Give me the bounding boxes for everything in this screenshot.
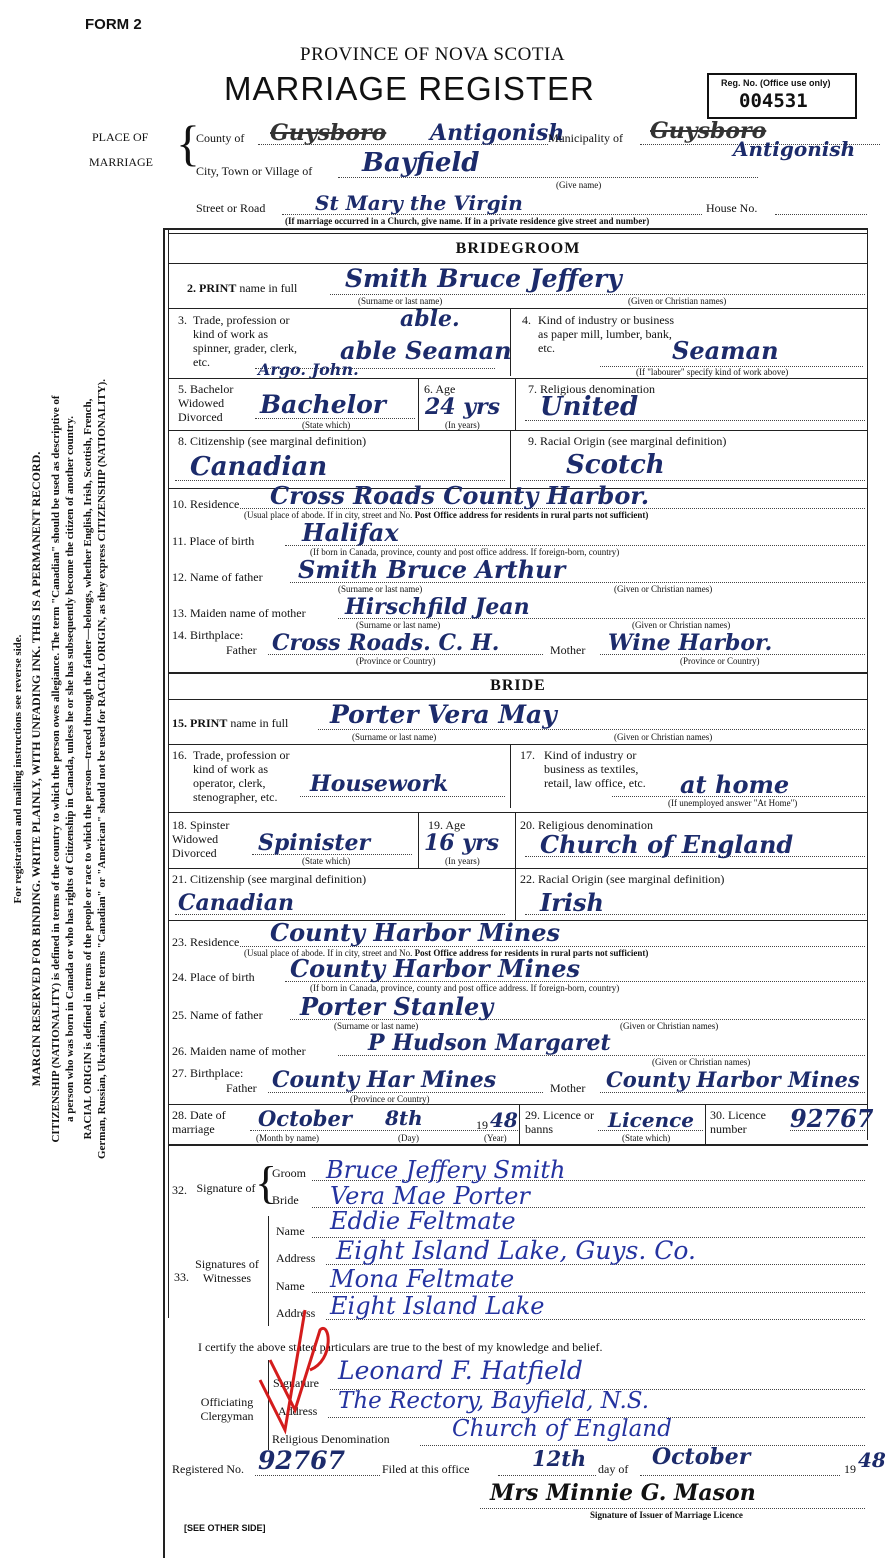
day-of-label: day of (598, 1462, 629, 1476)
groom-trade-value: able Seaman (340, 336, 512, 365)
groom-mother-surname-note: (Surname or last name) (356, 620, 441, 630)
marriage-label: MARRIAGE (89, 155, 154, 169)
clergy-denom: Church of England (452, 1416, 672, 1442)
labourer-note: (If "labourer" specify kind of work above) (636, 367, 789, 377)
filed-day: 12th (532, 1446, 587, 1471)
form-number: FORM 2 (85, 16, 142, 33)
bride-parents-birth-label: 27. Birthplace: (172, 1066, 244, 1080)
bride-in-years: (In years) (445, 856, 480, 866)
bride-birthplace-value: County Harbor Mines (290, 954, 580, 983)
groom-state-which: (State which) (302, 420, 351, 430)
bride-father-surname-note: (Surname or last name) (334, 1021, 419, 1031)
bride-industry-value: at home (680, 770, 790, 799)
groom-birthplace-label: 11. Place of birth (172, 534, 255, 548)
licence-number-value: 92767 (790, 1104, 874, 1133)
w1-address: Eight Island Lake, Guys. Co. (336, 1236, 696, 1265)
groom-trade-label: Trade, profession or kind of work as spinner, grader, clerk, etc. (193, 313, 297, 369)
groom-father-given-note: (Given or Christian names) (614, 584, 713, 594)
marriage-year-value: 48 (490, 1108, 518, 1132)
groom-residence-label: 10. Residence (172, 497, 240, 511)
groom-citizenship-value: Canadian (190, 452, 328, 482)
groom-birth-note: (If born in Canada, province, county and post office address. If foreign-born, country) (310, 547, 620, 557)
groom-birthplace-value: Halifax (302, 518, 399, 547)
marriage-date-label: 28. Date of marriage (172, 1108, 226, 1136)
w2-name-label: Name (276, 1279, 305, 1293)
groom-religion-label: 7. Religious denomination (528, 382, 655, 396)
groom-mother-label: 13. Maiden name of mother (172, 606, 306, 620)
licence-number-label: 30. Licence number (710, 1108, 766, 1136)
bride-mother-birth-label: Mother (550, 1081, 586, 1095)
margin-line-5: RACIAL ORIGIN is defined in terms of the people or race to which the person—traced through the father—belongs, whether English, Irish, Scottish, French, (82, 398, 94, 1140)
bride-mother-label: 26. Maiden name of mother (172, 1044, 306, 1058)
year-note: (Year) (484, 1133, 507, 1143)
bride-mother-given-note: (Given or Christian names) (652, 1057, 751, 1067)
groom-signature: Bruce Jeffery Smith (326, 1156, 566, 1184)
witness-num: 33. (174, 1270, 189, 1284)
reg-number-label: Reg. No. (Office use only) (721, 78, 831, 88)
filed-label: Filed at this office (382, 1462, 470, 1476)
bride-heading: BRIDE (490, 677, 546, 694)
bride-father-prov-note: (Province or Country) (350, 1094, 430, 1104)
street-value: St Mary the Virgin (315, 191, 523, 215)
groom-given-note: (Given or Christian names) (628, 296, 727, 306)
clergy-address: The Rectory, Bayfield, N.S. (338, 1388, 650, 1414)
licence-type-value: Licence (608, 1108, 695, 1132)
groom-father-value: Smith Bruce Arthur (298, 555, 566, 584)
issuer-signature: Mrs Minnie G. Mason (490, 1480, 756, 1506)
bride-father-birth-value: County Har Mines (272, 1067, 497, 1093)
w2-name: Mona Feltmate (330, 1265, 515, 1293)
margin-line-2: MARGIN RESERVED FOR BINDING. WRITE PLAINLY, WITH UNFADING INK. THIS IS A PERMANENT RECORD. (29, 451, 43, 1087)
bride-father-given-note: (Given or Christian names) (620, 1021, 719, 1031)
province-heading: PROVINCE OF NOVA SCOTIA (300, 44, 566, 65)
house-label: House No. (706, 201, 758, 215)
bride-signature: Vera Mae Porter (330, 1182, 530, 1210)
bride-citizenship-value: Canadian (178, 890, 295, 916)
filed-year-prefix: 19 (844, 1462, 856, 1476)
bride-state-which: (State which) (302, 856, 351, 866)
marriage-month-value: October (258, 1106, 352, 1131)
filed-year: 48 (858, 1448, 886, 1472)
licence-banns-label: 29. Licence or banns (525, 1108, 594, 1136)
groom-surname-note: (Surname or last name) (358, 296, 443, 306)
groom-residence-note: (Usual place of abode. If in city, street and No. Post Office address for residents in rural parts not sufficient) (244, 510, 649, 520)
groom-mother-prov-note: (Province or Country) (680, 656, 760, 666)
bride-residence-value: County Harbor Mines (270, 918, 560, 947)
margin-line-3: CITIZENSHIP (NATIONALITY) is defined in terms of the country to which the person owes allegiance. The term "Canadian" should be used as descriptive of (50, 395, 62, 1143)
margin-line-6: German, Russian, Ukrainian, etc. The terms "Canadian" or "American" should not be used for RACIAL ORIGIN, as they express CITIZENSHIP (NATIONALITY). (96, 378, 108, 1160)
bride-religion-label: 20. Religious denomination (520, 818, 653, 832)
bride-marital-label: 18. Spinster Widowed Divorced (172, 818, 230, 860)
groom-mother-birth-label: Mother (550, 643, 586, 657)
witnesses-label: Signatures of Witnesses (195, 1257, 259, 1285)
brace-icon: { (176, 115, 200, 171)
city-label: City, Town or Village of (196, 164, 313, 178)
groom-citizenship-label: 8. Citizenship (see marginal definition) (178, 434, 367, 448)
municipality-struck-value: Guysboro (650, 118, 767, 144)
groom-sig-label: Groom (272, 1166, 306, 1180)
registered-label: Registered No. (172, 1462, 244, 1476)
groom-religion-value: United (540, 392, 639, 422)
groom-age-label: 6. Age (424, 382, 456, 396)
groom-father-birth-label: Father (226, 643, 257, 657)
municipality-label: Municipality of (548, 131, 623, 145)
bride-birth-note: (If born in Canada, province, county and post office address. If foreign-born, country) (310, 983, 620, 993)
groom-parents-birth-label: 14. Birthplace: (172, 628, 244, 642)
street-label: Street or Road (196, 201, 266, 215)
bride-age-label: 19. Age (428, 818, 466, 832)
groom-mother-value: Hirschfild Jean (345, 594, 530, 620)
margin-line-1: For registration and mailing instructions see reverse side. (12, 634, 24, 904)
municipality-value: Antigonish (733, 137, 856, 161)
w2-address: Eight Island Lake (330, 1292, 545, 1320)
groom-trade-value-1: able. (400, 306, 460, 332)
page-title: MARRIAGE REGISTER (224, 70, 595, 107)
bride-trade-num: 16. (172, 748, 187, 762)
bride-mother-birth-value: County Harbor Mines (606, 1067, 860, 1092)
issuer-label: Signature of Issuer of Marriage Licence (590, 1510, 743, 1520)
county-value: Antigonish (430, 120, 565, 146)
unemployed-note: (If unemployed answer "At Home") (668, 798, 798, 808)
groom-industry-num: 4. (522, 313, 531, 327)
city-value: Bayfield (362, 148, 480, 178)
groom-residence-value: Cross Roads County Harbor. (270, 481, 650, 510)
bride-marital-value: Spinister (258, 830, 371, 856)
reg-number-box (707, 73, 857, 119)
groom-trade-num: 3. (178, 313, 187, 327)
red-check-icon (250, 1300, 340, 1440)
bride-name-label: 15. PRINT name in full (172, 716, 289, 730)
clergy-address-label: Address (278, 1404, 318, 1418)
filed-month: October (652, 1444, 751, 1470)
county-struck-value: Guysboro (270, 120, 387, 146)
bride-racial-label: 22. Racial Origin (see marginal definition) (520, 872, 725, 886)
w1-name-label: Name (276, 1224, 305, 1238)
w1-name: Eddie Feltmate (330, 1207, 516, 1235)
see-other-side: [SEE OTHER SIDE] (184, 1523, 266, 1533)
margin-line-4: a person who was born in Canada or who has rights of Citizenship in Canada, unless he or she has subsequently become the citizen of another country. (64, 416, 76, 1122)
bride-racial-value: Irish (540, 888, 604, 917)
bride-given-note: (Given or Christian names) (614, 732, 713, 742)
street-note: (If marriage occurred in a Church, give name. If in a private residence give street and number) (285, 216, 650, 226)
groom-industry-label: Kind of industry or business as paper mill, lumber, bank, etc. (538, 313, 674, 355)
groom-father-birth-value: Cross Roads. C. H. (272, 630, 500, 656)
bride-residence-label: 23. Residence (172, 935, 240, 949)
marriage-day-value: 8th (385, 1106, 423, 1130)
groom-mother-birth-value: Wine Harbor. (608, 630, 773, 656)
bride-father-birth-label: Father (226, 1081, 257, 1095)
w1-address-label: Address (276, 1251, 316, 1265)
groom-name-value: Smith Bruce Jeffery (345, 264, 622, 293)
bride-mother-value: P Hudson Margaret (368, 1030, 611, 1056)
reg-number-value: 004531 (739, 90, 808, 112)
officiating-label: Officiating Clergyman (200, 1395, 254, 1423)
bride-birthplace-label: 24. Place of birth (172, 970, 255, 984)
sig-of-label: Signature of (196, 1181, 256, 1195)
bride-trade-label: Trade, profession or kind of work as operator, clerk, stenographer, etc. (193, 748, 290, 804)
place-of-label: PLACE OF (92, 130, 149, 144)
bride-industry-label: Kind of industry or business as textiles, retail, law office, etc. (544, 748, 646, 790)
bride-industry-num: 17. (520, 748, 535, 762)
groom-name-label: 2. PRINT name in full (187, 281, 298, 295)
bride-religion-value: Church of England (540, 830, 794, 859)
groom-in-years: (In years) (445, 420, 480, 430)
bride-name-value: Porter Vera May (330, 700, 557, 729)
bride-citizenship-label: 21. Citizenship (see marginal definition) (172, 872, 367, 886)
day-note: (Day) (398, 1133, 419, 1143)
groom-industry-value: Seaman (672, 336, 779, 365)
bridegroom-heading: BRIDEGROOM (455, 240, 581, 257)
groom-father-label: 12. Name of father (172, 570, 263, 584)
groom-mother-given-note: (Given or Christian names) (632, 620, 731, 630)
give-name-note: (Give name) (556, 180, 602, 190)
bride-residence-note: (Usual place of abode. If in city, street and No. Post Office address for residents in rural parts not sufficient) (244, 948, 649, 958)
bride-trade-value: Housework (310, 771, 449, 797)
month-note: (Month by name) (256, 1133, 319, 1143)
bride-surname-note: (Surname or last name) (352, 732, 437, 742)
groom-father-prov-note: (Province or Country) (356, 656, 436, 666)
groom-marital-label: 5. Bachelor Widowed Divorced (178, 382, 234, 424)
groom-age-value: 24 yrs (425, 394, 501, 420)
bride-age-value: 16 yrs (424, 830, 500, 856)
clergy-signature: Leonard F. Hatfield (338, 1356, 583, 1385)
bride-father-label: 25. Name of father (172, 1008, 263, 1022)
groom-marital-value: Bachelor (260, 390, 386, 419)
groom-racial-value: Scotch (566, 450, 665, 480)
groom-father-surname-note: (Surname or last name) (338, 584, 423, 594)
clergy-signature-label: Signature (273, 1376, 319, 1390)
certify-text: I certify the above stated particulars are true to the best of my knowledge and belief. (198, 1340, 603, 1354)
licence-state-which: (State which) (622, 1133, 671, 1143)
margin-instructions (11, 69, 109, 1469)
sig-brace-icon: { (255, 1157, 278, 1208)
groom-annotation: Argo. John. (258, 360, 359, 379)
county-label: County of (196, 131, 245, 145)
marriage-year-prefix: 19 (476, 1118, 488, 1132)
sig-num: 32. (172, 1183, 187, 1197)
bride-father-value: Porter Stanley (300, 992, 494, 1021)
groom-racial-label: 9. Racial Origin (see marginal definition) (528, 434, 727, 448)
bride-sig-label: Bride (272, 1193, 299, 1207)
w2-address-label: Address (276, 1306, 316, 1320)
clergy-denom-label: Religious Denomination (272, 1432, 390, 1446)
registered-number: 92767 (258, 1446, 345, 1475)
